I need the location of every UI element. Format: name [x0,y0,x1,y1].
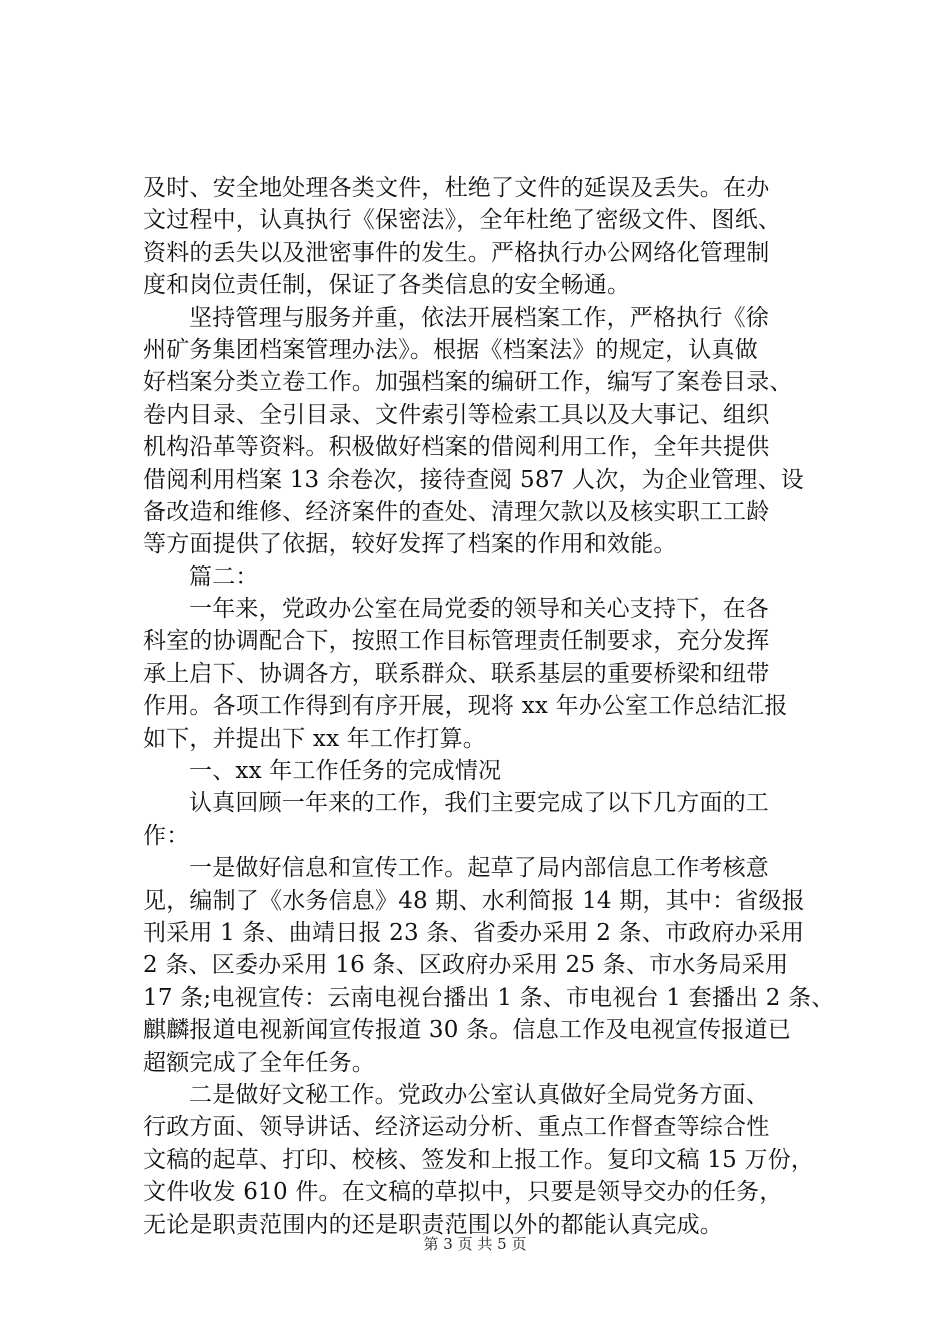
text-line: 科室的协调配合下，按照工作目标管理责任制要求，充分发挥 [143,628,770,655]
text-line: 等方面提供了依据，较好发挥了档案的作用和效能。 [143,531,677,558]
text-line: 认真回顾一年来的工作，我们主要完成了以下几方面的工 [189,790,769,817]
text-line: 度和岗位责任制，保证了各类信息的安全畅通。 [143,272,631,299]
text-line: 文稿的起草、打印、校核、签发和上报工作。复印文稿 15 万份， [143,1146,815,1173]
text-line: 2 条、区委办采用 16 条、区政府办采用 25 条、市水务局采用 [143,952,789,979]
text-line: 坚持管理与服务并重，依法开展档案工作，严格执行《徐 [189,304,769,331]
text-line: 行政方面、领导讲话、经济运动分析、重点工作督查等综合性 [143,1114,770,1141]
text-line: 承上启下、协调各方，联系群众、联系基层的重要桥梁和纽带 [143,660,770,687]
text-line: 二是做好文秘工作。党政办公室认真做好全局党务方面、 [189,1081,769,1108]
text-line: 备改造和维修、经济案件的查处、清理欠款以及核实职工工龄 [143,498,770,525]
text-line: 一是做好信息和宣传工作。起草了局内部信息工作考核意 [189,855,769,882]
text-line: 借阅利用档案 13 余卷次，接待查阅 587 人次，为企业管理、设 [143,466,805,493]
text-line: 州矿务集团档案管理办法》。根据《档案法》的规定，认真做 [143,336,758,363]
text-line: 文过程中，认真执行《保密法》，全年杜绝了密级文件、图纸、 [143,207,782,234]
text-line: 一、xx 年工作任务的完成情况 [189,758,502,785]
text-line: 文件收发 610 件。在文稿的草拟中，只要是领导交办的任务， [143,1179,783,1206]
text-line: 机构沿革等资料。积极做好档案的借阅利用工作，全年共提供 [143,434,770,461]
document-body [143,172,843,1241]
text-line: 一年来，党政办公室在局党委的领导和关心支持下，在各 [189,596,769,623]
text-line: 篇二： [189,563,259,590]
text-line: 作用。各项工作得到有序开展，现将 xx 年办公室工作总结汇报 [143,693,788,720]
text-line: 刊采用 1 条、曲靖日报 23 条、省委办采用 2 条、市政府办采用 [143,919,805,946]
text-line: 无论是职责范围内的还是职责范围以外的都能认真完成。 [143,1211,723,1238]
text-line: 好档案分类立卷工作。加强档案的编研工作，编写了案卷目录、 [143,369,793,396]
text-line: 及时、安全地处理各类文件，杜绝了文件的延误及丢失。在办 [143,175,770,201]
text-line: 超额完成了全年任务。 [143,1049,375,1076]
text-line: 卷内目录、全引目录、文件索引等检索工具以及大事记、组织 [143,401,770,428]
page-footer: 第 3 页 共 5 页 [423,1235,527,1253]
text-line: 作： [143,822,190,849]
text-line: 见，编制了《水务信息》48 期、水利简报 14 期，其中：省级报 [143,887,805,914]
text-line: 麒麟报道电视新闻宣传报道 30 条。信息工作及电视宣传报道已 [143,1017,791,1044]
text-line: 17 条;电视宣传：云南电视台播出 1 条、市电视台 1 套播出 2 条、 [143,984,835,1011]
text-line: 资料的丢失以及泄密事件的发生。严格执行办公网络化管理制 [143,239,770,266]
text-line: 如下，并提出下 xx 年工作打算。 [143,725,486,752]
